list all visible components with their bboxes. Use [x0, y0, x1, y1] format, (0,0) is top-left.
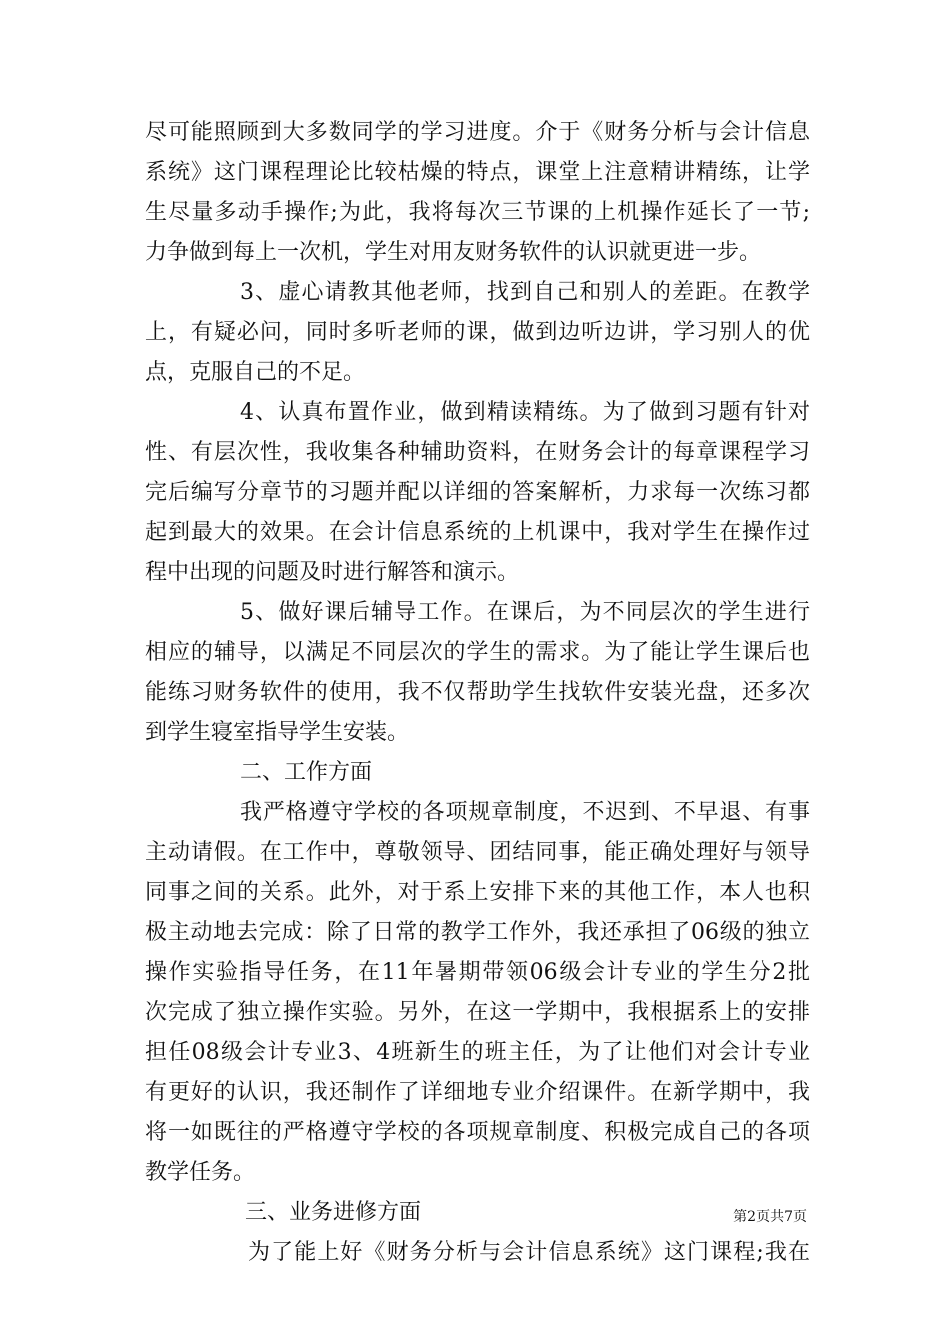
paragraph-6-line-2: 主动请假。在工作中，尊敬领导、团结同事，能正确处理好与领导 — [145, 840, 810, 865]
paragraph-2-line-2: 上，有疑必问，同时多听老师的课，做到边听边讲，学习别人的优 — [145, 320, 810, 345]
paragraph-6-line-8: 有更好的认识，我还制作了详细地专业介绍课件。在新学期中，我 — [145, 1080, 810, 1105]
section-heading-work: 二、工作方面 — [240, 760, 373, 785]
paragraph-1-line-4: 力争做到每上一次机，学生对用友财务软件的认识就更进一步。 — [145, 240, 762, 265]
paragraph-4-line-3: 能练习财务软件的使用，我不仅帮助学生找软件安装光盘，还多次 — [145, 680, 810, 705]
paragraph-3-line-4: 起到最大的效果。在会计信息系统的上机课中，我对学生在操作过 — [145, 520, 810, 545]
paragraph-6-line-10: 教学任务。 — [145, 1160, 256, 1185]
paragraph-3-line-2: 性、有层次性，我收集各种辅助资料，在财务会计的每章课程学习 — [145, 440, 810, 465]
paragraph-6-line-5: 操作实验指导任务，在11年暑期带领06级会计专业的学生分2批 — [145, 960, 810, 985]
paragraph-8-line-1: 为了能上好《财务分析与会计信息系统》这门课程;我在 — [248, 1240, 810, 1265]
paragraph-3-line-5: 程中出现的问题及时进行解答和演示。 — [145, 560, 520, 585]
paragraph-6-line-4: 极主动地去完成：除了日常的教学工作外，我还承担了06级的独立 — [145, 920, 810, 945]
section-heading-study: 三、业务进修方面 — [245, 1200, 422, 1225]
paragraph-6-line-9: 将一如既往的严格遵守学校的各项规章制度、积极完成自己的各项 — [145, 1120, 810, 1145]
paragraph-2-line-1: 3、虚心请教其他老师，找到自己和别人的差距。在教学 — [240, 280, 810, 305]
paragraph-4-line-2: 相应的辅导，以满足不同层次的学生的需求。为了能让学生课后也 — [145, 640, 810, 665]
paragraph-2-line-3: 点，克服自己的不足。 — [145, 360, 366, 385]
paragraph-6-line-6: 次完成了独立操作实验。另外，在这一学期中，我根据系上的安排 — [145, 1000, 810, 1025]
paragraph-1-line-3: 生尽量多动手操作;为此，我将每次三节课的上机操作延长了一节; — [145, 200, 810, 225]
paragraph-6-line-7: 担任08级会计专业3、4班新生的班主任，为了让他们对会计专业 — [145, 1040, 810, 1065]
paragraph-3-line-3: 完后编写分章节的习题并配以详细的答案解析，力求每一次练习都 — [145, 480, 810, 505]
paragraph-4-line-1: 5、做好课后辅导工作。在课后，为不同层次的学生进行 — [240, 600, 810, 625]
paragraph-6-line-1: 我严格遵守学校的各项规章制度，不迟到、不早退、有事 — [240, 800, 810, 825]
paragraph-1-line-2: 系统》这门课程理论比较枯燥的特点，课堂上注意精讲精练，让学 — [145, 160, 810, 185]
paragraph-4-line-4: 到学生寝室指导学生安装。 — [145, 720, 410, 745]
paragraph-6-line-3: 同事之间的关系。此外，对于系上安排下来的其他工作，本人也积 — [145, 880, 810, 905]
paragraph-3-line-1: 4、认真布置作业，做到精读精练。为了做到习题有针对 — [240, 400, 810, 425]
page-number-footer: 第2页共7页 — [733, 1209, 807, 1225]
paragraph-1-line-1: 尽可能照顾到大多数同学的学习进度。介于《财务分析与会计信息 — [145, 120, 810, 145]
